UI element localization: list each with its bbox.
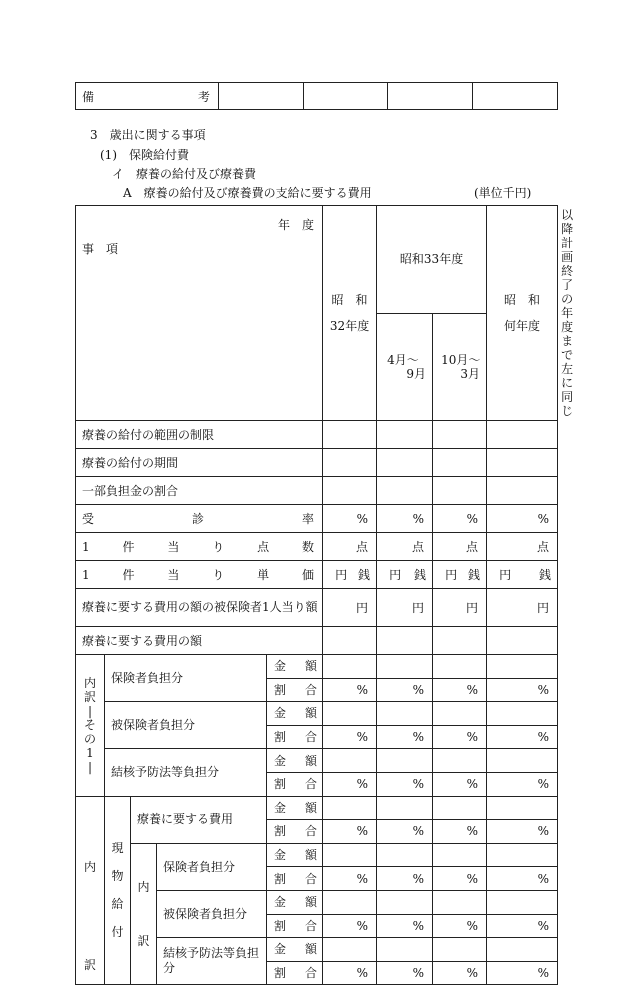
row-label: 療養の給付の範囲の制限: [76, 421, 323, 449]
unit-cell: %: [323, 505, 377, 533]
amount-label: 金 額: [267, 890, 323, 914]
row-label-char: 数: [302, 539, 315, 554]
ratio-label: 割 合: [267, 772, 323, 796]
insurer-share-label: 保険者負担分: [105, 655, 267, 702]
header-apr-sep: [377, 313, 433, 421]
row-label: [76, 561, 323, 589]
row-label-char: 点: [257, 539, 270, 554]
unit-cell: %: [377, 772, 433, 796]
remarks-cell: [388, 83, 473, 110]
ratio-label: 割 合: [267, 914, 323, 938]
row-label-char: り: [212, 567, 225, 582]
row-label-char: 当: [167, 539, 180, 554]
unit-cell: 点: [323, 533, 377, 561]
remarks-label-cell: [76, 83, 219, 110]
medical-cost-label: 療養に要する費用: [131, 796, 267, 843]
row-label-char: 当: [167, 567, 180, 582]
row-label-char: 率: [302, 511, 315, 526]
unit-sen: 銭: [539, 567, 552, 582]
unit-cell: %: [433, 820, 487, 844]
unit-cell: %: [487, 772, 558, 796]
unit-cell: %: [323, 678, 377, 702]
unit-cell: %: [377, 678, 433, 702]
yen-sen-cell: [433, 561, 487, 589]
amount-label: 金 額: [267, 796, 323, 820]
row-label: 療養に要する費用の額: [76, 627, 323, 655]
unit-cell: %: [377, 725, 433, 749]
row-label: 療養に要する費用の額の被保険者1人当り額: [76, 589, 323, 627]
row-label-char: 単: [257, 567, 270, 582]
unit-cell: %: [377, 867, 433, 891]
subsection-heading: (1) 保険給付費: [100, 148, 189, 162]
unit-cell: %: [487, 725, 558, 749]
item-label: 事 項: [82, 242, 119, 256]
expense-table: 年 度 事 項 昭 和 32年度 昭和33年度 昭 和 何年度 以降計画終了の年度まで左に同じ 4月～ 9月 10月～ 3月 療養の給付の範囲の制限 療養の給付の期間 一部負担金の割合 受 診 率 % % % % 1 件 当 り 点 数 点 点 点 点 1 件 当 り 単 価 円 銭 円 銭 円 銭 円 銭 療養に要する費用の額の被保険者1人当り額 円 円 円 円 療養に要する費用の額 内 訳 | そ の 1 | 保険者負担分 金 額 割 合 % % % % 被保険者負担分 金 額 割 合 % % % % 結核予防法等負担分 金 額 割 合 % % % % 内 訳 現 物 給 付 療養に要する費用 金 額 割 合 % % % % 内 訳 保険者負担分 金 額 割 合 % % % % 被保険者負担分 金 額 割 合 % % % % 結核予防法等負担分 金 額 割 合 % % % %: [75, 205, 558, 985]
unit-cell: 円: [323, 589, 377, 627]
item-heading: イ 療養の給付及び療養費: [112, 167, 257, 181]
unit-cell: %: [377, 961, 433, 985]
section-heading: 3 歳出に関する事項: [90, 128, 206, 142]
unit-cell: %: [433, 961, 487, 985]
row-label-char: り: [212, 539, 225, 554]
unit-cell: %: [323, 867, 377, 891]
row-label-char: 診: [192, 511, 205, 526]
header-showa32-bottom: 32年度: [329, 319, 370, 333]
yen-sen-cell: [487, 561, 558, 589]
row-label-char: 1: [82, 539, 90, 554]
remarks-label-left: 備: [82, 89, 95, 104]
remarks-cell: [219, 83, 304, 110]
ratio-label: 割 合: [267, 678, 323, 702]
header-nanii-top: 昭 和: [504, 293, 541, 307]
subitem-heading: A 療養の給付及び療養費の支給に要する費用: [123, 186, 372, 200]
unit-cell: %: [377, 505, 433, 533]
unit-cell: %: [433, 725, 487, 749]
amount-label: 金 額: [267, 843, 323, 867]
row-label-char: 受: [82, 511, 95, 526]
unit-cell: %: [487, 820, 558, 844]
header-showa32: [323, 206, 377, 421]
row-label-char: 1: [82, 567, 90, 582]
unit-cell: %: [487, 961, 558, 985]
unit-cell: %: [433, 772, 487, 796]
unit-cell: %: [377, 914, 433, 938]
unit-cell: 円: [433, 589, 487, 627]
unit-cell: %: [433, 867, 487, 891]
ratio-label: 割 合: [267, 961, 323, 985]
amount-label: 金 額: [267, 938, 323, 962]
remarks-label-right: 考: [197, 89, 210, 104]
fiscal-year-label: 年 度: [278, 218, 315, 232]
unit-yen: 円: [389, 567, 402, 582]
unit-cell: %: [433, 914, 487, 938]
amount-label: 金 額: [267, 749, 323, 773]
insured-share-label: 被保険者負担分: [157, 890, 267, 937]
unit-cell: %: [487, 867, 558, 891]
row-label: [76, 533, 323, 561]
unit-sen: 銭: [468, 567, 481, 582]
header-oct-bottom: 3月: [460, 366, 481, 381]
unit-sen: 銭: [414, 567, 427, 582]
header-showa32-top: 昭 和: [331, 293, 368, 307]
breakdown-1-side-label: 内 訳 | そ の 1 |: [76, 655, 105, 797]
unit-cell: %: [323, 725, 377, 749]
tb-law-share-label: 結核予防法等負担分: [105, 749, 267, 796]
header-apr-bottom: 9月: [406, 366, 427, 381]
unit-cell: %: [323, 914, 377, 938]
unit-cell: %: [323, 820, 377, 844]
ratio-label: 割 合: [267, 867, 323, 891]
row-label: [76, 505, 323, 533]
unit-cell: %: [433, 505, 487, 533]
row-label: 療養の給付の期間: [76, 449, 323, 477]
unit-label: (単位千円): [474, 186, 532, 200]
header-showa-nanii: [487, 206, 558, 421]
unit-cell: %: [323, 961, 377, 985]
unit-sen: 銭: [358, 567, 371, 582]
remarks-cell: [304, 83, 388, 110]
unit-cell: %: [433, 678, 487, 702]
unit-cell: 円: [377, 589, 433, 627]
unit-cell: 点: [377, 533, 433, 561]
header-corner-cell: [76, 206, 323, 421]
header-oct-mar: [433, 313, 487, 421]
ratio-label: 割 合: [267, 725, 323, 749]
remarks-cell: [473, 83, 558, 110]
insurer-share-label: 保険者負担分: [157, 843, 267, 890]
unit-cell: %: [323, 772, 377, 796]
unit-cell: 点: [433, 533, 487, 561]
header-oct-top: 10月～: [441, 352, 481, 367]
unit-yen: 円: [335, 567, 348, 582]
row-label-char: 件: [122, 567, 135, 582]
unit-cell: %: [487, 505, 558, 533]
row-label: 一部負担金の割合: [76, 477, 323, 505]
unit-yen: 円: [445, 567, 458, 582]
remarks-table: [75, 82, 558, 110]
unit-cell: %: [487, 678, 558, 702]
inner-breakdown-label: 内 訳: [131, 843, 157, 985]
amount-label: 金 額: [267, 655, 323, 679]
row-label-char: 件: [122, 539, 135, 554]
ratio-label: 割 合: [267, 820, 323, 844]
tb-law-share-label: 結核予防法等負担分: [157, 938, 267, 985]
unit-cell: 点: [487, 533, 558, 561]
unit-yen: 円: [499, 567, 512, 582]
yen-sen-cell: [323, 561, 377, 589]
header-showa33: 昭和33年度: [377, 206, 487, 314]
unit-cell: %: [377, 820, 433, 844]
unit-cell: 円: [487, 589, 558, 627]
row-label-char: 価: [302, 567, 315, 582]
yen-sen-cell: [377, 561, 433, 589]
header-apr-top: 4月～: [387, 352, 419, 367]
unit-cell: %: [487, 914, 558, 938]
breakdown-2-side-label: 内 訳: [76, 796, 105, 985]
amount-label: 金 額: [267, 702, 323, 726]
in-kind-benefit-label: 現 物 給 付: [105, 796, 131, 985]
insured-share-label: 被保険者負担分: [105, 702, 267, 749]
header-nanii-bottom: 何年度: [504, 319, 541, 333]
